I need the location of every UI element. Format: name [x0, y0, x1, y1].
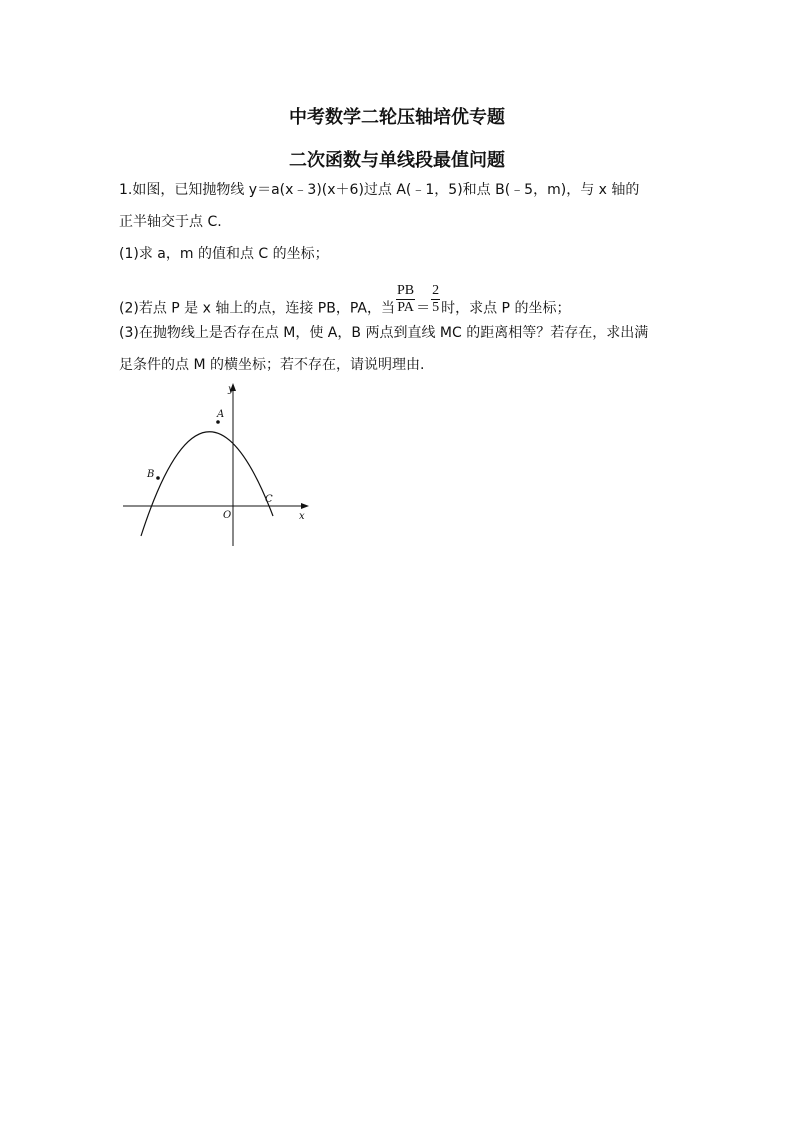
- parabola-figure: [120, 380, 320, 550]
- part-2-text-before: (2)若点 P 是 x 轴上的点，连接 PB，PA，当: [119, 300, 395, 317]
- document-title: 中考数学二轮压轴培优专题: [289, 107, 505, 128]
- point-c-label: C: [265, 494, 273, 505]
- point-b-label: B: [147, 469, 155, 480]
- x-axis-arrow-icon: [301, 503, 309, 509]
- point-a-marker: [216, 420, 220, 424]
- problem-statement-line-1: 1.如图，已知抛物线 y＝a(x﹣3)(x＋6)过点 A(﹣1，5)和点 B(﹣5，m)，与 x 轴的: [119, 182, 640, 198]
- ratio-fraction-pb-pa: [396, 283, 415, 316]
- fraction-denominator: 5: [432, 300, 440, 315]
- question-part-3-line-1: (3)在抛物线上是否存在点 M，使 A，B 两点到直线 MC 的距离相等？若存在，求出满: [119, 325, 649, 341]
- fraction-numerator: PB: [396, 283, 415, 298]
- problem-statement-line-2: 正半轴交于点 C.: [119, 214, 222, 230]
- equals-sign: ＝: [416, 300, 431, 317]
- fraction-denominator: PA: [397, 300, 414, 315]
- point-a-label: A: [217, 409, 225, 420]
- y-axis-label: y: [228, 384, 234, 395]
- fraction-numerator: 2: [432, 283, 440, 298]
- question-part-3-line-2: 足条件的点 M 的横坐标；若不存在，请说明理由.: [119, 357, 425, 373]
- question-part-1: (1)求 a，m 的值和点 C 的坐标；: [119, 246, 329, 262]
- question-part-2: [119, 283, 571, 325]
- x-axis-label: x: [299, 511, 305, 522]
- ratio-fraction-value: [431, 283, 440, 316]
- point-b-marker: [156, 476, 160, 480]
- document-subtitle: 二次函数与单线段最值问题: [289, 150, 505, 171]
- part-2-text-after: 时，求点 P 的坐标；: [441, 300, 571, 317]
- parabola-curve: [141, 432, 273, 536]
- origin-label: O: [223, 510, 232, 521]
